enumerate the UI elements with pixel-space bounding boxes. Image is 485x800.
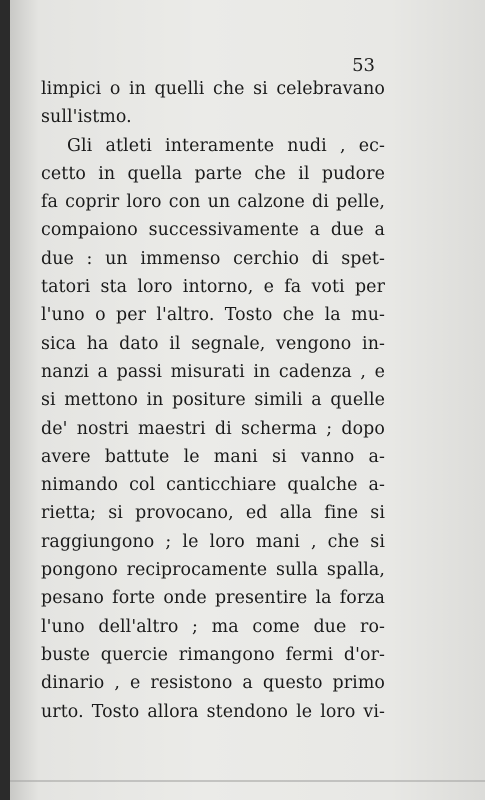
text-line: cetto in quella parte che il pudore — [41, 163, 385, 184]
page-number: 53 — [352, 55, 375, 76]
text-line: avere battute le mani si vanno a- — [41, 446, 385, 467]
text-line: rietta; si provocano, ed alla fine si — [41, 503, 385, 524]
text-line: pongono reciprocamente sulla spalla, — [41, 560, 385, 581]
text-line: dinario , e resistono a questo primo — [41, 673, 385, 694]
text-line: nanzi a passi misurati in cadenza , e — [41, 361, 385, 382]
text-line: sica ha dato il segnale, vengono in- — [41, 333, 385, 354]
text-line: l'uno dell'altro ; ma come due ro- — [41, 616, 385, 637]
text-line: compaiono successivamente a due a — [41, 220, 385, 241]
text-line: l'uno o per l'altro. Tosto che la mu- — [41, 305, 385, 326]
text-line: raggiungono ; le loro mani , che si — [41, 531, 385, 552]
text-line: buste quercie rimangono fermi d'or- — [41, 644, 385, 665]
book-page — [10, 0, 485, 800]
text-line: fa coprir loro con un calzone di pelle, — [41, 192, 385, 213]
text-line: sull'istmo. — [41, 107, 132, 128]
text-line: si mettono in positure simili a quelle — [41, 390, 385, 411]
text-line: urto. Tosto allora stendono le loro vi- — [41, 701, 385, 722]
text-line: Gli atleti interamente nudi , ec- — [67, 135, 385, 156]
text-line: nimando col canticchiare qualche a- — [41, 475, 385, 496]
text-line: pesano forte onde presentire la forza — [41, 588, 385, 609]
text-line: de' nostri maestri di scherma ; dopo — [41, 418, 385, 439]
body-text — [41, 75, 385, 726]
text-line: tatori sta loro intorno, e fa voti per — [41, 277, 385, 298]
text-line: due : un immenso cerchio di spet- — [41, 248, 385, 269]
text-line: limpici o in quelli che si celebravano — [41, 79, 385, 99]
